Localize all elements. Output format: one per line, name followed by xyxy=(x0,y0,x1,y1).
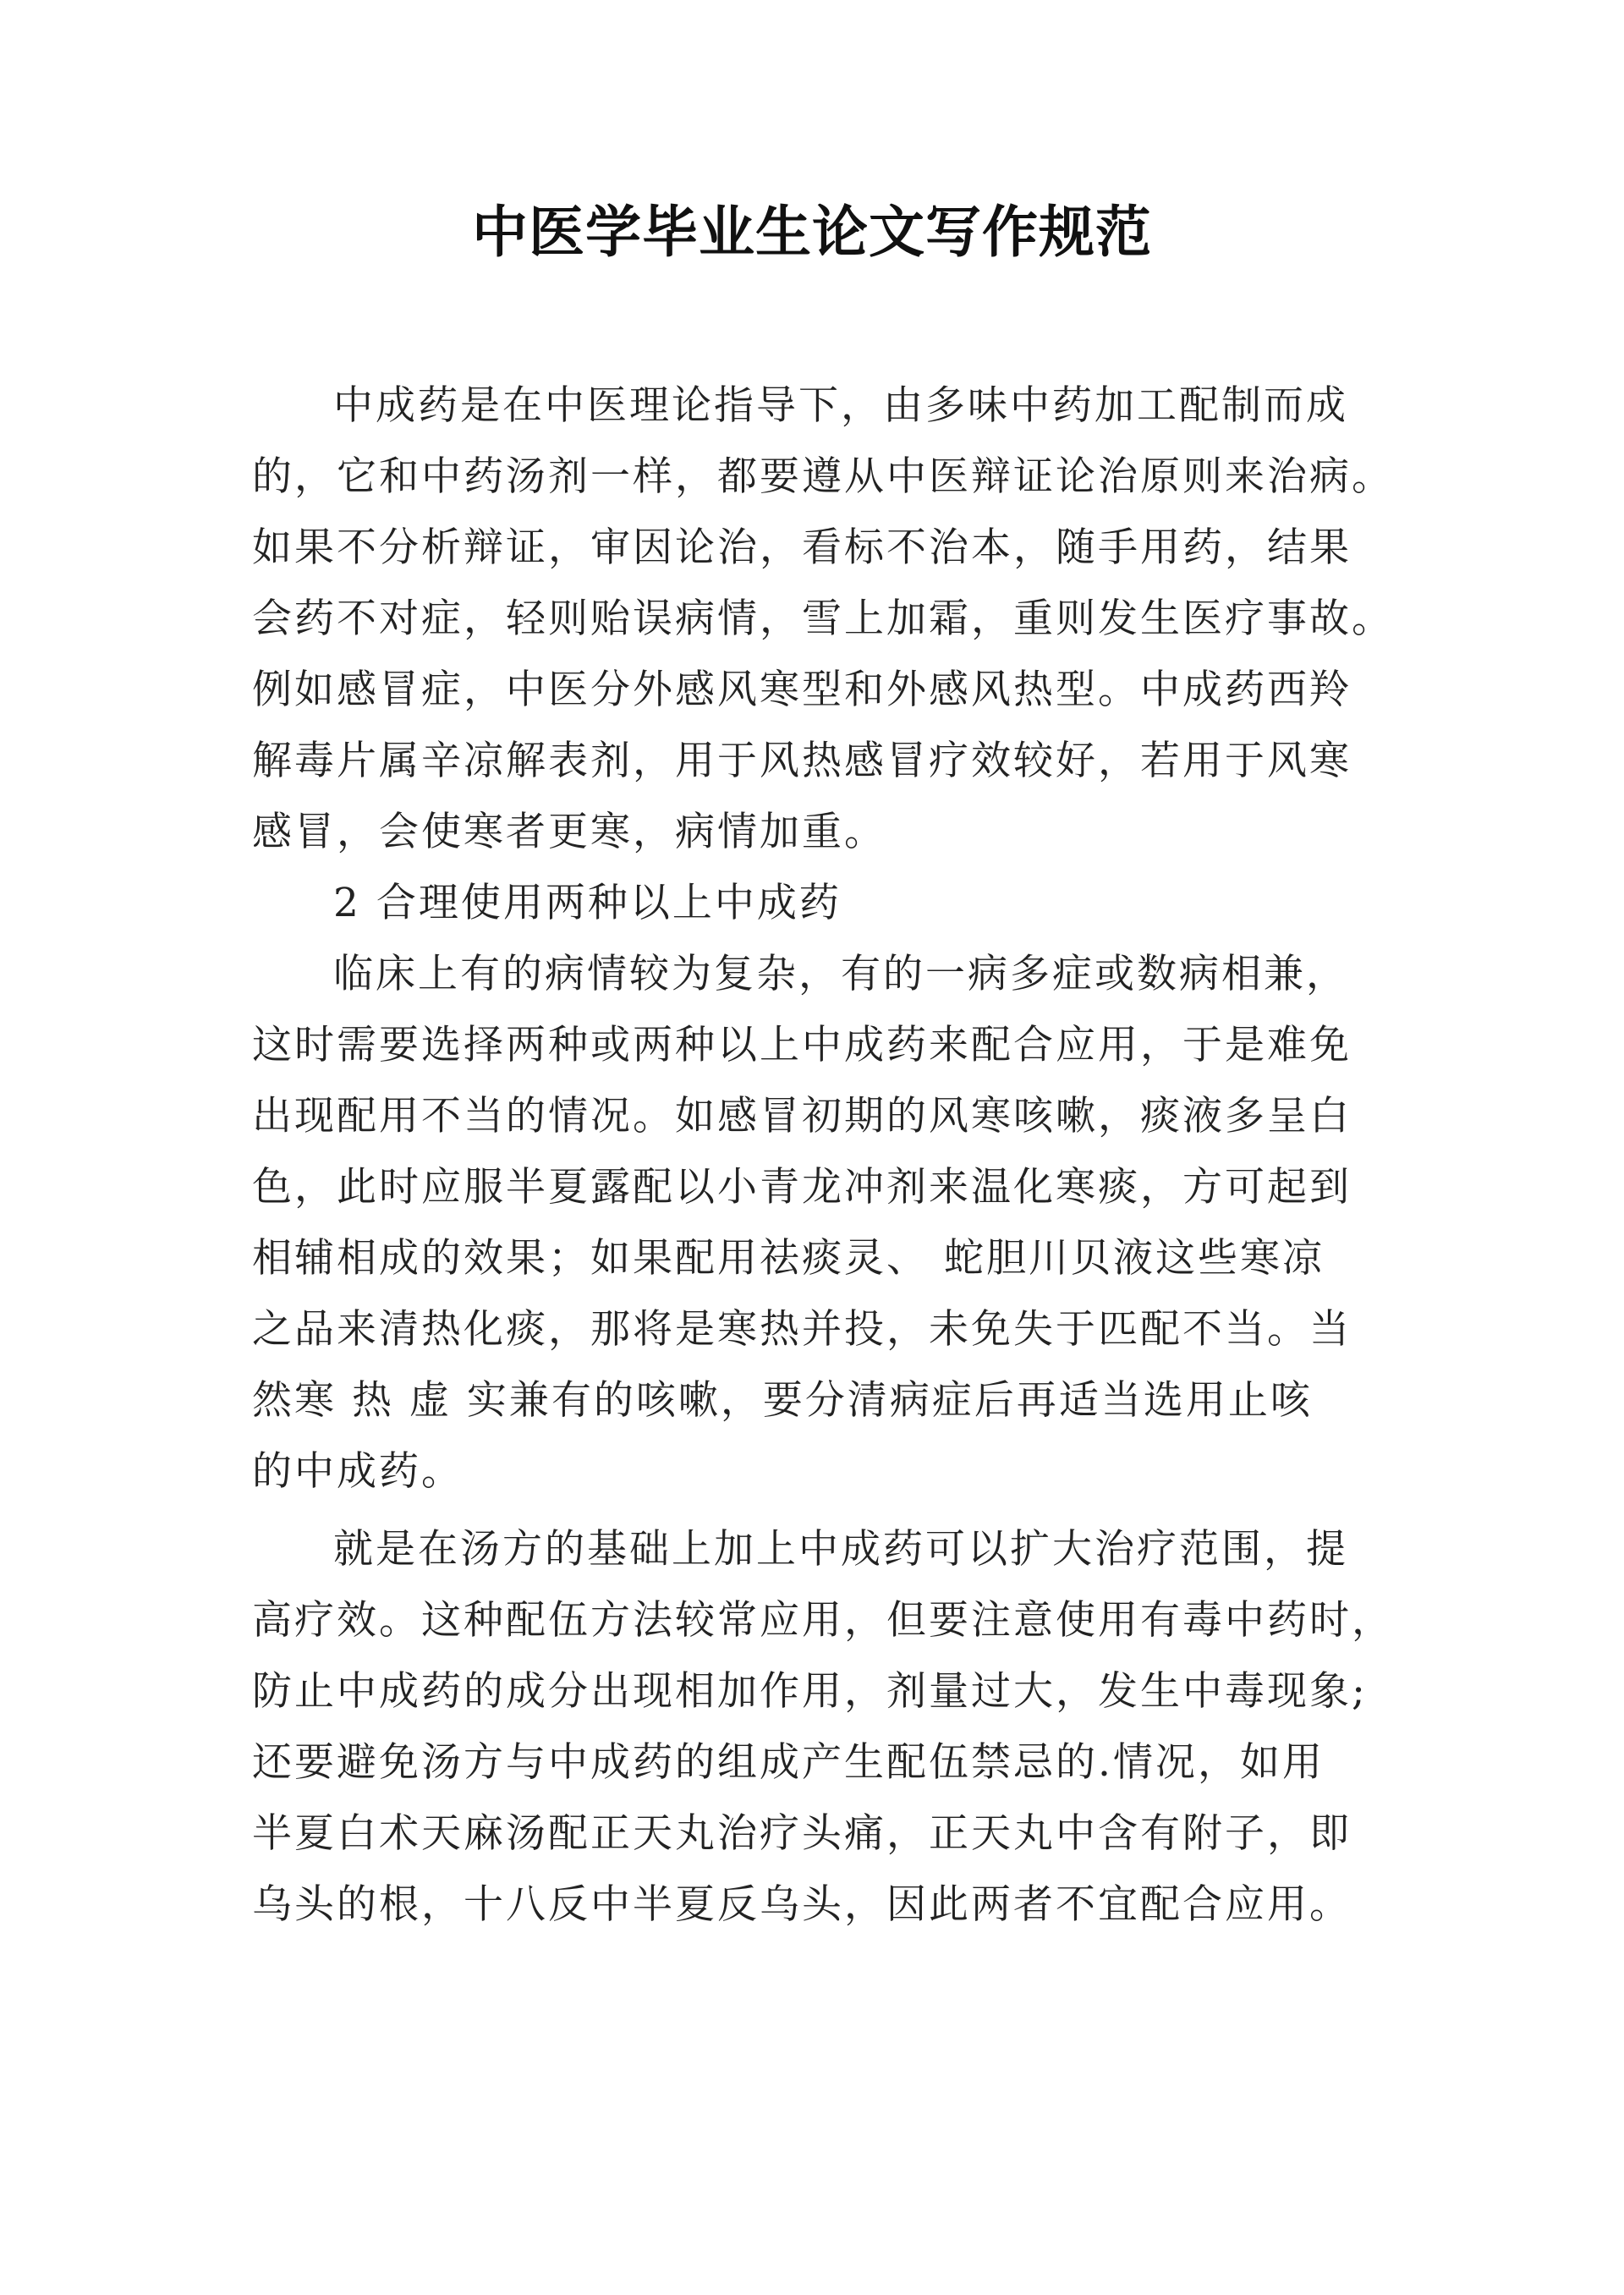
paragraph-line: 半夏白术天麻汤配正天丸治疗头痛，正天丸中含有附子，即 xyxy=(252,1810,1352,1857)
paragraph-line: 还要避免汤方与中成药的组成产生配伍禁忌的.情况，如用 xyxy=(252,1739,1325,1786)
paragraph-line: 感冒，会使寒者更寒，病情加重。 xyxy=(252,809,886,855)
paragraph-line: 防止中成药的成分出现相加作用，剂量过大，发生中毒现象; xyxy=(252,1668,1368,1715)
paragraph-line: 会药不对症，轻则贻误病情，雪上加霜，重则发生医疗事故。 xyxy=(252,596,1394,642)
paragraph-line: 中成药是在中医理论指导下，由多味中药加工配制而成 xyxy=(333,382,1348,429)
paragraph-line: 例如感冒症，中医分外感风寒型和外感风热型。中成药西羚 xyxy=(252,667,1352,713)
paragraph-line: 之品来清热化痰，那将是寒热并投，未免失于匹配不当。当 xyxy=(252,1306,1352,1353)
paragraph-line: 乌头的根，十八反中半夏反乌头，因此两者不宜配合应用。 xyxy=(252,1881,1352,1928)
paragraph-line: 高疗效。这种配伍方法较常应用，但要注意使用有毒中药时， xyxy=(252,1597,1394,1644)
paragraph-line: 临床上有的病情较为复杂，有的一病多症或数病相兼， xyxy=(333,951,1348,997)
document-title: 中医学毕业生论文写作规范 xyxy=(472,200,1152,265)
paragraph-line: 就是在汤方的基础上加上中成药可以扩大治疗范围，提 xyxy=(333,1526,1348,1573)
paragraph-line: 的，它和中药汤剂一样，都要遵从中医辩证论治原则来治病。 xyxy=(252,453,1394,500)
paragraph-line: 如果不分析辩证，审因论治，看标不治本，随手用药，结果 xyxy=(252,524,1352,571)
section-heading: 2 合理使用两种以上中成药 xyxy=(333,880,842,926)
document-body xyxy=(252,371,1394,1941)
paragraph-line: 相辅相成的效果；如果配用祛痰灵、 蛇胆川贝液这些寒凉 xyxy=(252,1235,1325,1282)
paragraph-line: 的中成药。 xyxy=(252,1448,464,1495)
paragraph-line: 然寒 热 虚 实兼有的咳嗽，要分清病症后再适当选用止咳 xyxy=(252,1377,1313,1424)
paragraph-line: 色，此时应服半夏露配以小青龙冲剂来温化寒痰，方可起到 xyxy=(252,1164,1352,1211)
paragraph-line: 解毒片属辛凉解表剂，用于风热感冒疗效较好，若用于风寒 xyxy=(252,738,1352,784)
paragraph-line: 这时需要选择两种或两种以上中成药来配合应用，于是难免 xyxy=(252,1022,1352,1068)
paragraph-line: 出现配用不当的情况。如感冒初期的风寒咳嗽，痰液多呈白 xyxy=(252,1093,1352,1139)
paragraph-gap xyxy=(252,1507,1385,1514)
